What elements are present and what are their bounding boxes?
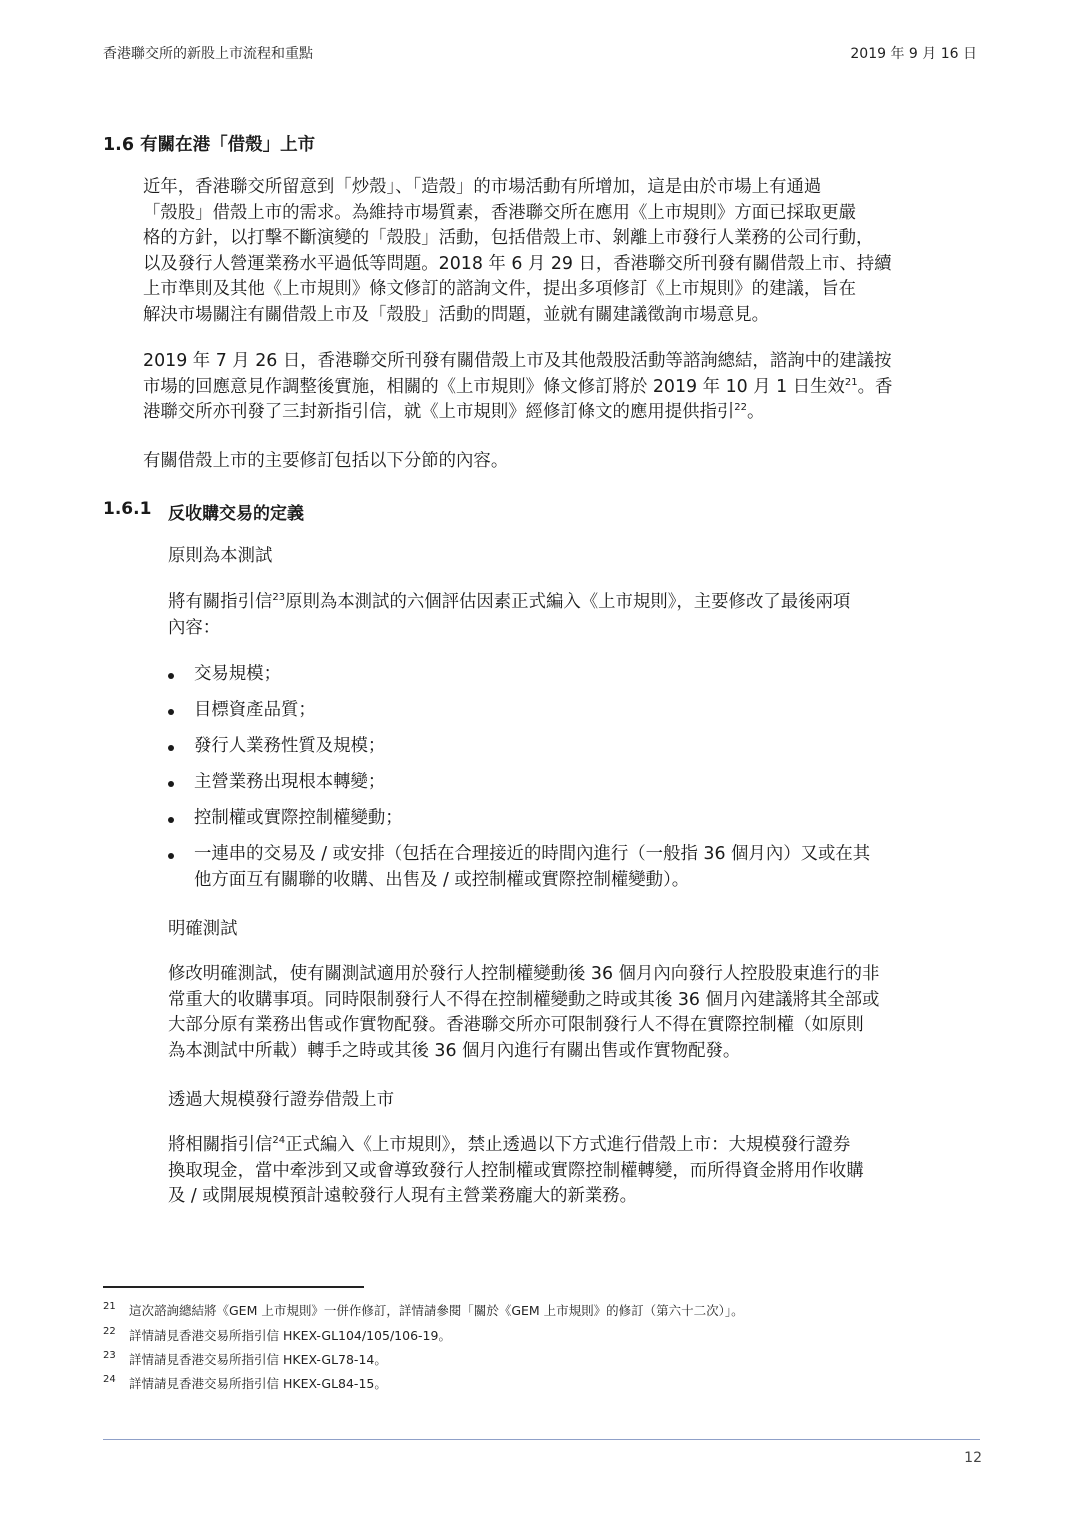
bullet-icon <box>168 709 174 715</box>
footnote-ref-24[interactable]: 24 <box>272 1135 286 1147</box>
section-heading: 1.6 有關在港「借殼」上市 <box>103 135 316 155</box>
running-header-date: 2019 年 9 月 16 日 <box>850 46 977 62</box>
assessment-factor-list <box>168 662 870 904</box>
running-header-title: 香港聯交所的新股上市流程和重點 <box>103 46 313 62</box>
bullet-icon <box>168 745 174 751</box>
label-principle-test: 原則為本測試 <box>168 546 273 566</box>
paragraph-line: 格的方針，以打擊不斷演變的「殼股」活動，包括借殼上市、剝離上市發行人業務的公司行動， <box>143 228 874 248</box>
list-item: 發行人業務性質及規模； <box>168 734 870 760</box>
label-large-issuance: 透過大規模發行證券借殼上市 <box>168 1090 395 1110</box>
paragraph-line: 近年，香港聯交所留意到「炒殼」、「造殼」的市場活動有所增加，這是由於市場上有通過 <box>143 177 822 197</box>
footer-divider <box>103 1439 980 1440</box>
bullet-icon <box>168 781 174 787</box>
paragraph-line: 以及發行人營運業務水平過低等問題。2018 年 6 月 29 日，香港聯交所刊發有關借殼上市、持續 <box>143 253 892 274</box>
bullet-icon <box>168 817 174 823</box>
list-item: 交易規模； <box>168 662 870 688</box>
footnote-21: 21 這次諮詢總結將《GEM 上市規則》一併作修訂，詳情請參閱「關於《GEM 上市規則》的修訂（第六十二次）」。 <box>103 1301 744 1318</box>
footnote-ref-23[interactable]: 23 <box>272 592 286 604</box>
bullet-icon <box>168 853 174 859</box>
intro-paragraph <box>143 175 892 328</box>
paragraph-line: 2019 年 7 月 26 日，香港聯交所刊發有關借殼上市及其他殼股活動等諮詢總結，諮詢中的建議按 <box>143 351 892 371</box>
consultation-paragraph <box>143 349 892 426</box>
footnote-24: 24 詳情請見香港交易所指引信 HKEX-GL84-15。 <box>103 1374 387 1391</box>
footnote-ref-22[interactable]: 22 <box>734 402 748 414</box>
footnote-22: 22 詳情請見香港交易所指引信 HKEX-GL104/105/106-19。 <box>103 1326 451 1343</box>
bright-line-paragraph: 修改明確測試，使有關測試適用於發行人控制權變動後 36 個月內向發行人控股股東進行的非 常重大的收購事項。同時限制發行人不得在控制權變動之時或其後 36 個月內建議將其全部或 大部分原有業務出售或作實物配發。香港聯交所亦可限制發行人不得在實際控制權（如原則 為本測試中所載）轉手之時或其後 36 個月內進行有關出售或作實物配發。 <box>168 964 880 1061</box>
bullet-icon <box>168 673 174 679</box>
paragraph-line: 上市準則及其他《上市規則》條文修訂的諮詢文件，提出多項修訂《上市規則》的建議，旨在 <box>143 279 857 299</box>
list-item: 控制權或實際控制權變動； <box>168 806 870 832</box>
list-item: 主營業務出現根本轉變； <box>168 770 870 796</box>
footnote-ref-21[interactable]: 21 <box>844 376 858 388</box>
list-item: 目標資產品質； <box>168 698 870 724</box>
page-number: 12 <box>964 1450 982 1466</box>
subsection-number: 1.6.1 <box>103 499 152 519</box>
label-bright-line-test: 明確測試 <box>168 919 238 939</box>
paragraph-line: 「殼股」借殼上市的需求。為維持市場質素，香港聯交所在應用《上市規則》方面已採取更嚴 <box>143 202 857 223</box>
paragraph-line: 市場的回應意見作調整後實施，相關的《上市規則》條文修訂將於 2019 年 10 月 1 日生效$^{21}$。香 <box>143 376 893 397</box>
paragraph-line: 解決市場關注有關借殼上市及「殼股」活動的問題，並就有關建議徵詢市場意見。 <box>143 304 770 325</box>
subsection-title: 反收購交易的定義 <box>168 504 304 524</box>
list-item: 一連串的交易及 / 或安排（包括在合理接近的時間內進行（一般指 36 個月內）又或在其 他方面互有關聯的收購、出售及 / 或控制權或實際控制權變動）。 <box>168 842 870 893</box>
summary-paragraph: 有關借殼上市的主要修訂包括以下分節的內容。 <box>143 451 509 471</box>
large-issuance-paragraph: 將相關指引信$^{24}$正式編入《上市規則》，禁止透過以下方式進行借殼上市：大規模發行證券 換取現金，當中牽涉到又或會導致發行人控制權或實際控制權轉變，而所得資金將用作收購 及 / 或開展規模預計遠較發行人現有主營業務龐大的新業務。 <box>168 1135 864 1206</box>
footnote-separator <box>103 1286 364 1288</box>
principle-test-paragraph: 將有關指引信$^{23}$原則為本測試的六個評估因素正式編入《上市規則》，主要修改了最後兩項 內容： <box>168 592 851 638</box>
footnote-23: 23 詳情請見香港交易所指引信 HKEX-GL78-14。 <box>103 1350 387 1367</box>
paragraph-line: 港聯交所亦刊發了三封新指引信，就《上市規則》經修訂條文的應用提供指引$^{22}$。 <box>143 402 765 422</box>
